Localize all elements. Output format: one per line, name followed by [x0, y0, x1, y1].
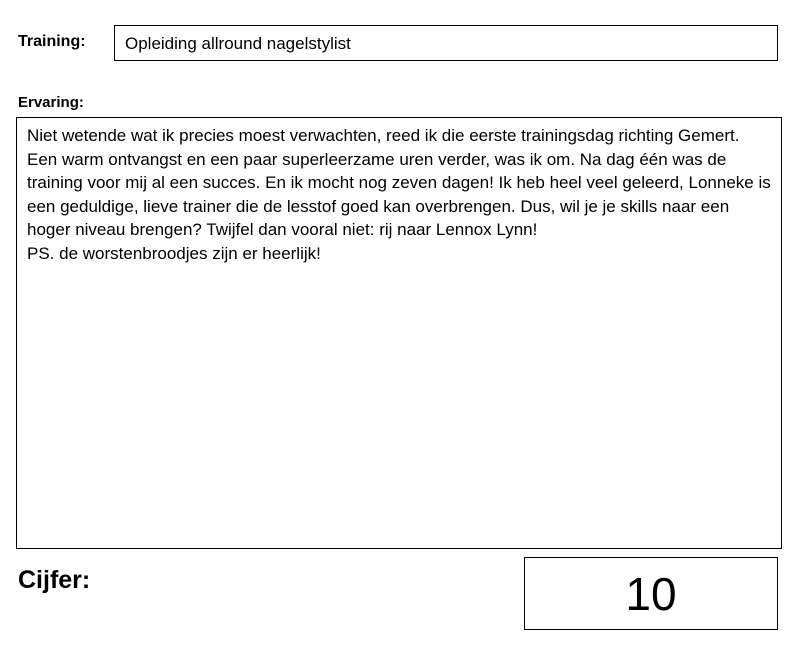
- ervaring-text: Niet wetende wat ik precies moest verwachten, reed ik die eerste trainingsdag richting Gemert. Een warm ontvangst en een paar superleerzame uren verder, was ik om. Na dag één was de training voor mij al een succes. En ik mocht nog zeven dagen! Ik heb heel veel geleerd, Lonneke is een geduldige, lieve trainer die de lesstof goed kan overbrengen. Dus, wil je je skills naar een hoger niveau brengen? Twijfel dan vooral niet: rij naar Lennox Lynn!: [27, 126, 771, 240]
- cijfer-label: Cijfer:: [18, 566, 91, 594]
- ervaring-field: [16, 117, 782, 549]
- cijfer-field: 10: [524, 557, 778, 630]
- training-label: Training:: [18, 33, 86, 50]
- ervaring-label: Ervaring:: [18, 94, 84, 111]
- ervaring-ps: PS. de worstenbroodjes zijn er heerlijk!: [27, 243, 321, 263]
- training-field: Opleiding allround nagelstylist: [114, 25, 778, 61]
